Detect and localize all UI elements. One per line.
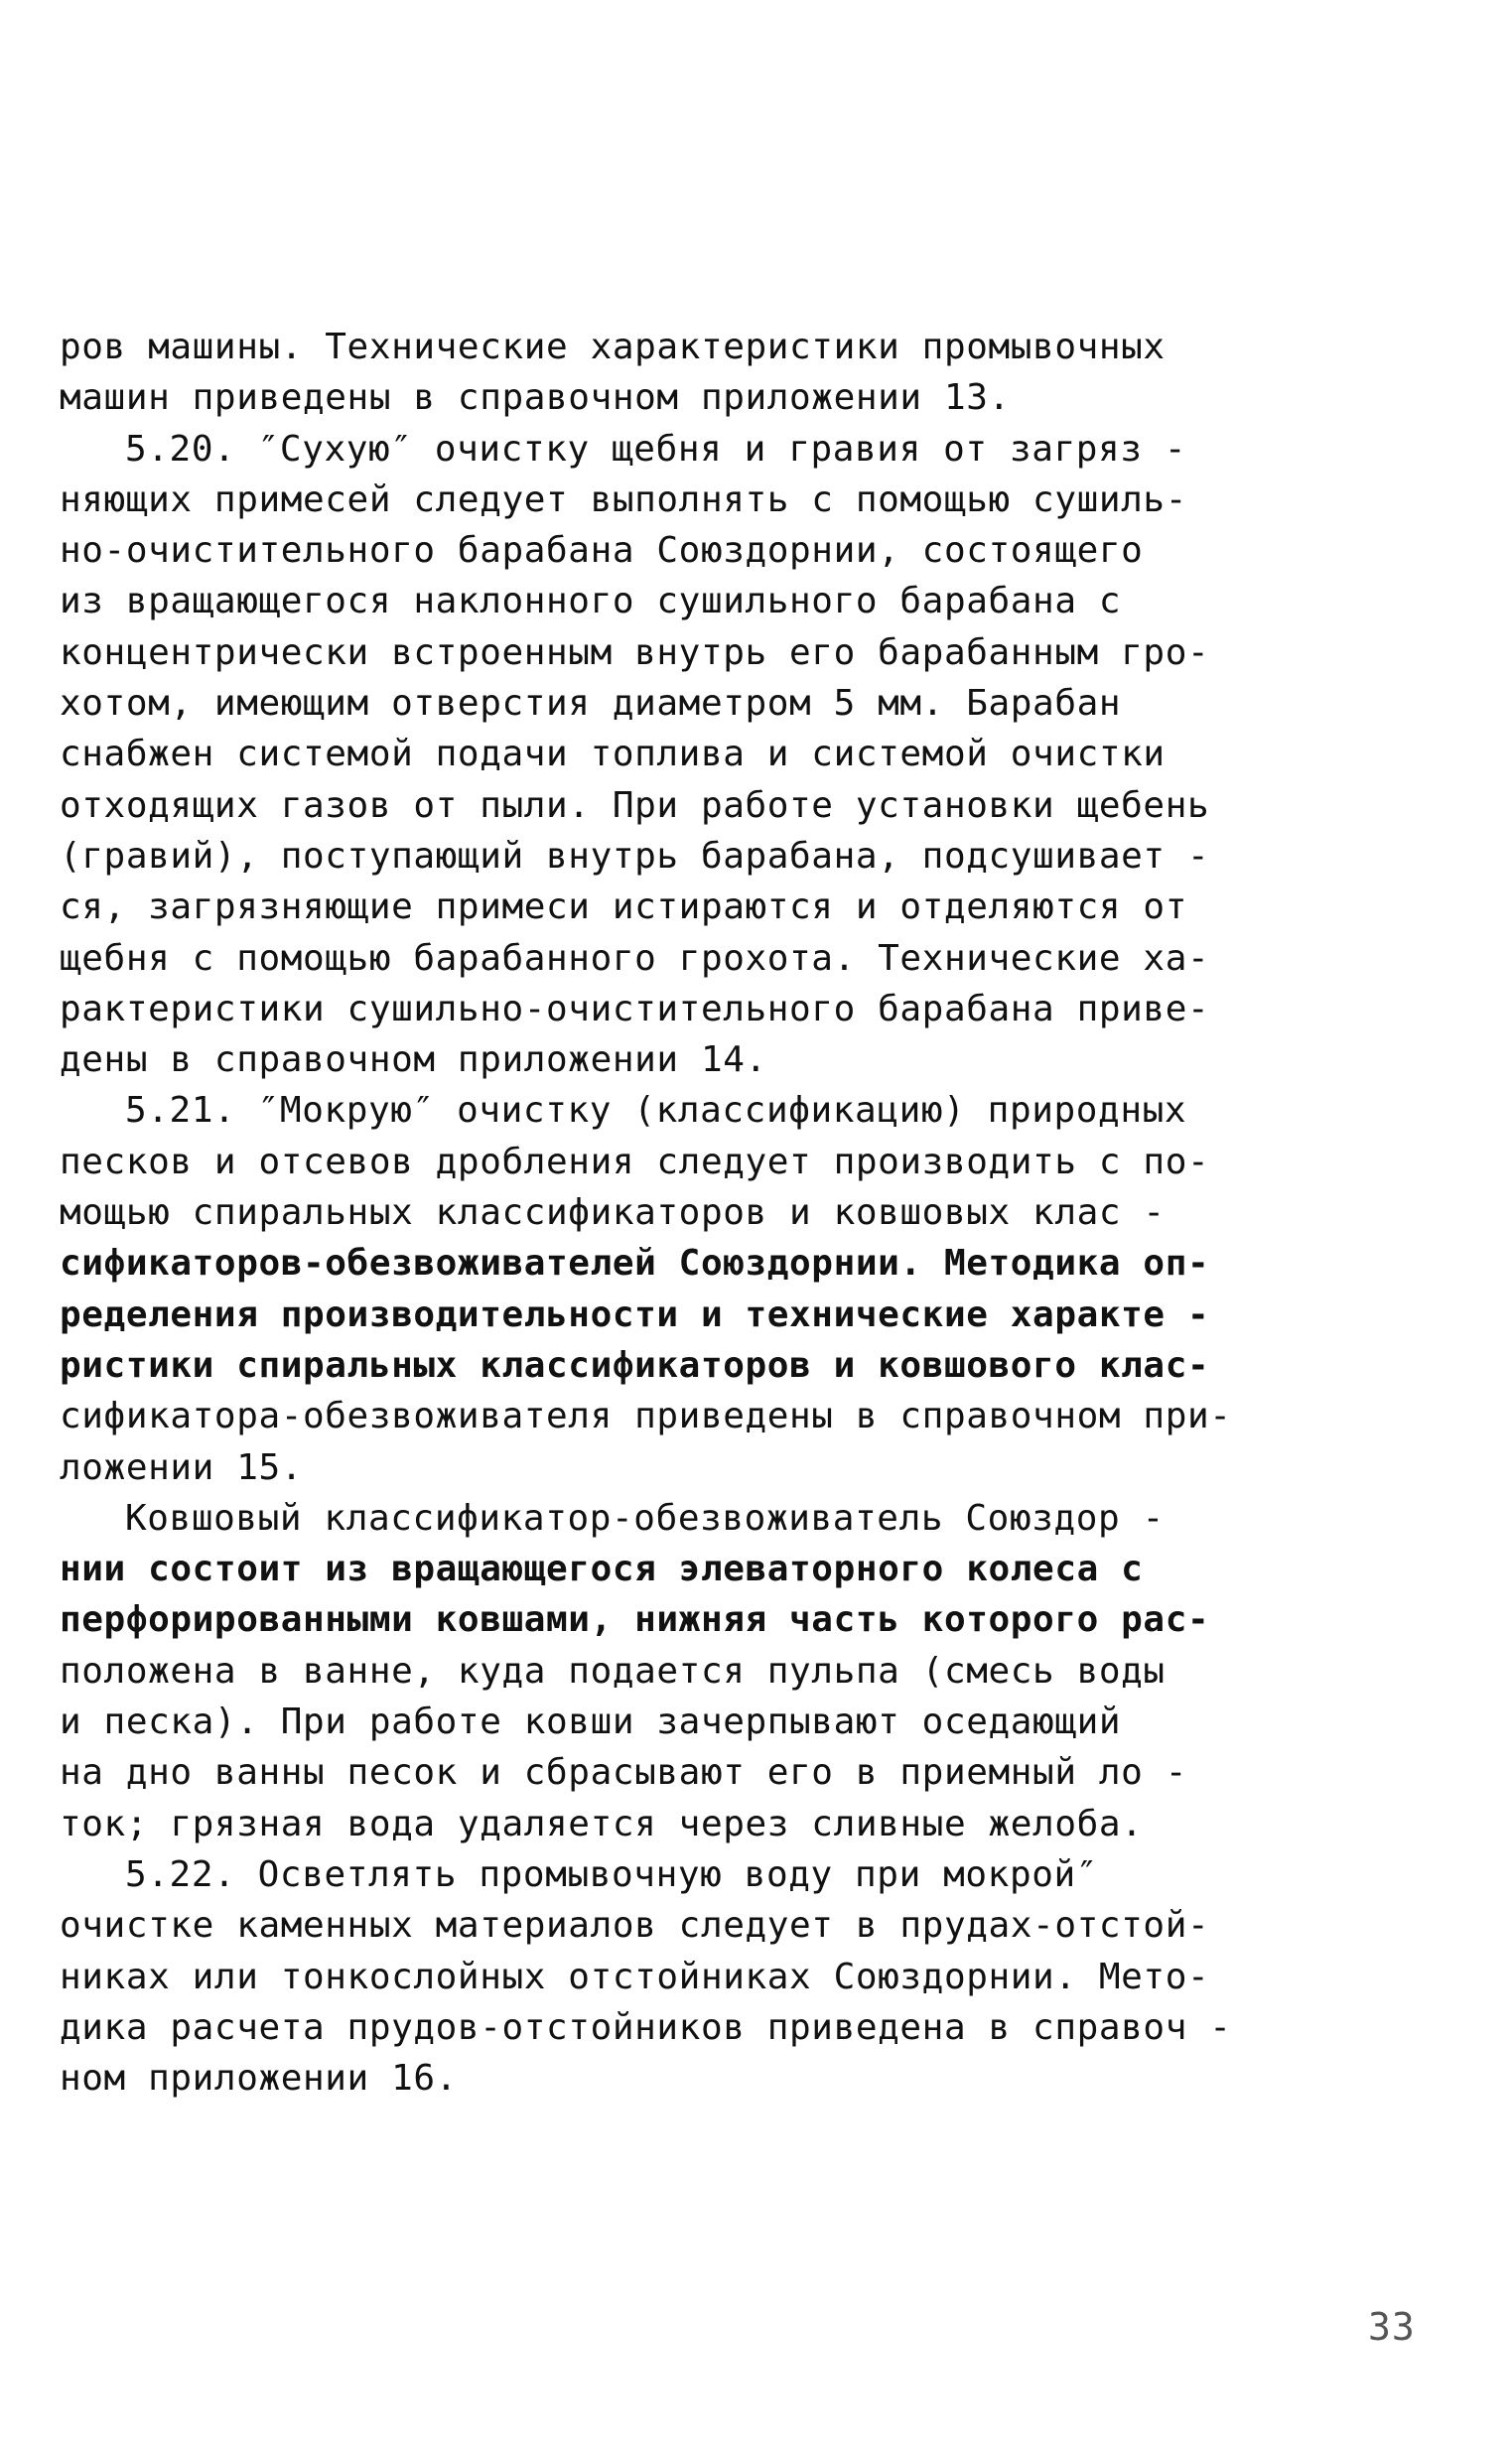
text-line: (гравий), поступающий внутрь барабана, подсушивает -	[60, 835, 1210, 877]
body-text	[60, 322, 1410, 2104]
text-line: машин приведены в справочном приложении 13.	[60, 377, 1011, 419]
text-line: мощью спиральных классификаторов и ковшовых клас -	[60, 1192, 1166, 1234]
text-line: ложении 15.	[60, 1446, 304, 1488]
text-line: на дно ванны песок и сбрасывают его в приемный ло -	[60, 1752, 1187, 1794]
text-line: щебня с помощью барабанного грохота. Технические ха-	[60, 937, 1210, 979]
text-line: никах или тонкослойных отстойниках Союздорнии. Мето-	[60, 1956, 1210, 1997]
text-line: из вращающегося наклонного сушильного барабана с	[60, 581, 1122, 622]
text-line: ределения производительности и технические характе -	[60, 1294, 1210, 1335]
text-line: ристики спиральных классификаторов и ковшового клас-	[60, 1344, 1210, 1386]
text-line: ном приложении 16.	[60, 2058, 458, 2100]
text-line: отходящих газов от пыли. При работе установки щебень	[60, 784, 1210, 826]
text-line: 5.20. ″Сухую″ очистку щебня и гравия от загряз -	[125, 428, 1187, 470]
text-line: сификатора-обезвоживателя приведены в справочном при-	[60, 1396, 1232, 1437]
text-line: положена в ванне, куда подается пульпа (смесь воды	[60, 1650, 1166, 1692]
text-line: снабжен системой подачи топлива и системой очистки	[60, 734, 1166, 775]
text-line: нии состоит из вращающегося элеваторного колеса с	[60, 1549, 1144, 1590]
text-line: дены в справочном приложении 14.	[60, 1039, 767, 1081]
page-number: 33	[1368, 2305, 1416, 2349]
text-line: 5.22. Осветлять промывочную воду при мокрой″	[125, 1853, 1099, 1895]
text-line: и песка). При работе ковши зачерпывают оседающий	[60, 1702, 1122, 1743]
text-line: хотом, имеющим отверстия диаметром 5 мм. Барабан	[60, 683, 1122, 725]
text-line: 5.21. ″Мокрую″ очистку (классификацию) природных	[125, 1090, 1187, 1132]
text-line: рактеристики сушильно-очистительного барабана приве-	[60, 988, 1210, 1029]
text-line: ток; грязная вода удаляется через сливные желоба.	[60, 1803, 1144, 1844]
text-line: песков и отсевов дробления следует производить с по-	[60, 1141, 1210, 1182]
text-line: но-очистительного барабана Союздорнии, состоящего	[60, 530, 1144, 572]
text-line: ров машины. Технические характеристики промывочных	[60, 327, 1166, 367]
text-line: перфорированными ковшами, нижняя часть которого рас-	[60, 1599, 1210, 1641]
text-line: ся, загрязняющие примеси истираются и отделяются от	[60, 886, 1187, 928]
text-line: Ковшовый классификатор-обезвоживатель Союздор -	[125, 1497, 1165, 1539]
text-line: очистке каменных материалов следует в прудах-отстой-	[60, 1905, 1210, 1947]
text-line: дика расчета прудов-отстойников приведена в справоч -	[60, 2006, 1232, 2048]
text-line: концентрически встроенным внутрь его барабанным гро-	[60, 631, 1210, 673]
text-line: няющих примесей следует выполнять с помощью сушиль-	[60, 478, 1187, 520]
text-line: сификаторов-обезвоживателей Союздорнии. Методика оп-	[60, 1243, 1210, 1285]
